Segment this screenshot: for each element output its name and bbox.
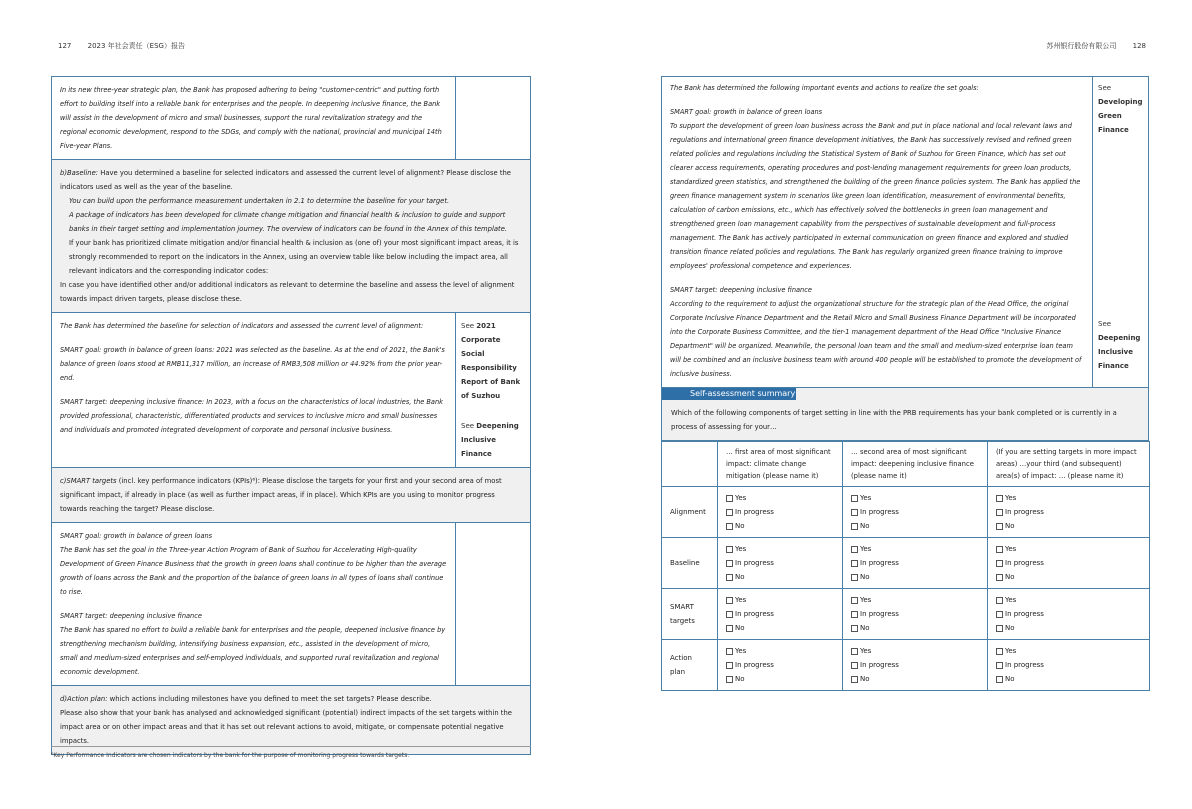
- self-assessment-question: Which of the following components of target setting in line with the PRB requirements has your bank completed or is currently in a process of assessing for your…: [671, 409, 1117, 431]
- option-in-progress[interactable]: In progress: [996, 556, 1141, 570]
- action-question-text: which actions including milestones have you defined to meet the set targets? Please describe.: [107, 695, 432, 703]
- smart-inclusive-text: The Bank has spared no effort to build a reliable bank for enterprises and the people, deepened inclusive finance by strengthening mechanism building, intensifying business expansion, etc., assisted in the development of micro, small and medium-sized enterprises and self-employed individuals, and supported rural revitalization and regional economic development.: [60, 626, 446, 676]
- sa-options: [718, 487, 843, 538]
- sa-options: [988, 640, 1150, 691]
- right-page-table: [661, 76, 1149, 691]
- action-inclusive-title: SMART target: deepening inclusive finance: [670, 286, 812, 294]
- option-yes[interactable]: Yes: [996, 593, 1141, 607]
- right-company-name: 苏州银行股份有限公司: [1046, 42, 1117, 50]
- action-green-text: To support the development of green loan business across the Bank and put in place national and local relevant laws and regulations and international green finance development initiatives, the Bank has successively revised and refined green related policies and regulations including the Statistical System of Bank of Suzhou for Green Finance, which has set out clearer access requirements, operating procedures and post-lending management requirements for green loan products, standardized green statistics, and strengthened the building of the green finance policies system. The Bank has applied the green finance management system in scenarios like green loan identification, measurement of environmental benefits, calculation of carbon emissions, etc., which has effectively solved the bottlenecks in green loan management and strengthened green loan management capability from the perspectives of sustainable development and full-process management. The Bank has actively participated in external communication on green finance and explored and studied transition finance related policies and regulations. The Bank has regularly organized green finance training to improve employees' professional competence and experiences.: [670, 122, 1081, 270]
- option-in-progress[interactable]: In progress: [851, 556, 979, 570]
- sa-options: [718, 538, 843, 589]
- option-in-progress[interactable]: In progress: [996, 607, 1141, 621]
- sa-row-smart-targets: [662, 589, 1150, 640]
- checkbox-icon: [996, 597, 1003, 604]
- checkbox-icon: [851, 648, 858, 655]
- option-no[interactable]: No: [851, 621, 979, 635]
- left-page-number: 127: [58, 42, 72, 50]
- checkbox-icon: [726, 648, 733, 655]
- checkbox-icon: [851, 662, 858, 669]
- smart-green-text: The Bank has set the goal in the Three-year Action Program of Bank of Suzhou for Accelerating High-quality Development of Green Finance Business that the growth in green loans shall continue to be higher than the average growth of loans across the Bank and the proportion of the balance of green loans in all types of loans shall continue to rise.: [60, 546, 447, 596]
- smart-inclusive-title: SMART target: deepening inclusive finance: [60, 612, 202, 620]
- left-report-title: 2023 年社会责任（ESG）报告: [87, 42, 185, 50]
- footnote: ⁶Key Performance Indicators are chosen indicators by the bank for the purpose of monitoring progress towards targets.: [51, 752, 410, 759]
- checkbox-icon: [726, 676, 733, 683]
- checkbox-icon: [726, 560, 733, 567]
- option-no[interactable]: No: [726, 519, 834, 533]
- option-yes[interactable]: Yes: [996, 644, 1141, 658]
- option-yes[interactable]: Yes: [851, 542, 979, 556]
- baseline-question: [52, 160, 530, 312]
- sa-row-label: Baseline: [662, 538, 718, 589]
- strategy-text: In its new three-year strategic plan, the Bank has proposed adhering to being "customer-centric" and putting forth effort to building itself into a reliable bank for enterprises and the people. In deepening inclusive finance, the Bank will assist in the development of micro and small businesses, support the rural revitalization strategy and the regional economic development, respond to the SDGs, and comply with the national, provincial and municipal 14th Five-year Plans.: [60, 86, 442, 150]
- checkbox-icon: [726, 546, 733, 553]
- option-no[interactable]: No: [996, 519, 1141, 533]
- left-page-header: [58, 41, 199, 51]
- action-answer: [662, 77, 1092, 387]
- checkbox-icon: [996, 546, 1003, 553]
- action-answer-row: [661, 76, 1149, 388]
- checkbox-icon: [726, 509, 733, 516]
- option-yes[interactable]: Yes: [996, 542, 1141, 556]
- action-intro: The Bank has determined the following important events and actions to realize the set goals:: [670, 84, 979, 92]
- checkbox-icon: [726, 523, 733, 530]
- sa-row-alignment: [662, 487, 1150, 538]
- smart-answer-row: [51, 523, 531, 686]
- option-no[interactable]: No: [726, 621, 834, 635]
- checkbox-icon: [726, 611, 733, 618]
- checkbox-icon: [996, 560, 1003, 567]
- baseline-answer-green: SMART goal: growth in balance of green loans: 2021 was selected as the baseline. As at the end of 2021, the Bank's balance of green loans stood at RMB11,317 million, an increase of RMB3,508 million or 44.92% from the prior year-end.: [60, 346, 445, 382]
- checkbox-icon: [996, 574, 1003, 581]
- checkbox-icon: [851, 546, 858, 553]
- checkbox-icon: [726, 574, 733, 581]
- baseline-answer-intro: The Bank has determined the baseline for selection of indicators and assessed the current level of alignment:: [60, 322, 424, 330]
- self-assessment-ribbon: Self-assessment summary: [662, 388, 796, 400]
- self-assessment-block: [661, 388, 1149, 441]
- checkbox-icon: [851, 597, 858, 604]
- option-no[interactable]: No: [851, 519, 979, 533]
- checkbox-icon: [851, 676, 858, 683]
- sa-options: [843, 640, 988, 691]
- checkbox-icon: [726, 662, 733, 669]
- smart-side-empty: [455, 523, 530, 685]
- sa-header-row: [662, 442, 1150, 487]
- sa-header-third: (If you are setting targets in more impact areas) …your third (and subsequent) area(s) of impact: … (please name it): [988, 442, 1150, 487]
- option-yes[interactable]: Yes: [851, 593, 979, 607]
- sa-row-action-plan: [662, 640, 1150, 691]
- option-no[interactable]: No: [851, 570, 979, 584]
- action-label: d)Action plan:: [60, 695, 108, 703]
- sa-options: [988, 589, 1150, 640]
- smart-question-text: (incl. key performance indicators (KPIs)⁶): Please disclose the targets for your first and your second area of most significant impact, if already in place (as well as further impact areas, if in place). Which KPIs are you using to monitor progress towards reaching the target? Please disclose.: [60, 477, 502, 513]
- option-in-progress[interactable]: In progress: [851, 607, 979, 621]
- smart-label: c)SMART targets: [60, 477, 117, 485]
- option-yes[interactable]: Yes: [726, 542, 834, 556]
- checkbox-icon: [851, 509, 858, 516]
- checkbox-icon: [851, 523, 858, 530]
- sa-header-second: … second area of most significant impact: deepening inclusive finance (please name it): [843, 442, 988, 487]
- checkbox-icon: [851, 495, 858, 502]
- checkbox-icon: [851, 560, 858, 567]
- sa-row-label: SMART targets: [662, 589, 718, 640]
- side-ref-green-finance[interactable]: See Developing Green Finance: [1098, 84, 1143, 134]
- sa-options: [988, 487, 1150, 538]
- action-question: [52, 686, 530, 754]
- sa-options: [718, 640, 843, 691]
- checkbox-icon: [996, 676, 1003, 683]
- smart-green-title: SMART goal: growth in balance of green loans: [60, 532, 213, 540]
- baseline-answer: [52, 313, 455, 467]
- action-side-refs: [1092, 77, 1148, 387]
- checkbox-icon: [726, 597, 733, 604]
- side-ref-csr-2021[interactable]: See 2021 Corporate Social Responsibility Report of Bank of Suzhou: [461, 322, 521, 400]
- baseline-bullet-2: A package of indicators has been developed for climate change mitigation and financial health & inclusion to guide and support banks in their target setting and implementation journey. The overview of indicators can be found in the Annex of this template.: [69, 211, 508, 233]
- sa-row-label: Action plan: [662, 640, 718, 691]
- checkbox-icon: [996, 648, 1003, 655]
- checkbox-icon: [996, 495, 1003, 502]
- option-in-progress[interactable]: In progress: [851, 658, 979, 672]
- checkbox-icon: [851, 625, 858, 632]
- checkbox-icon: [996, 662, 1003, 669]
- baseline-question-text: Have you determined a baseline for selected indicators and assessed the current level of alignment? Please disclose the indicators used as well as the year of the baseline.: [60, 169, 511, 191]
- sa-row-label: Alignment: [662, 487, 718, 538]
- checkbox-icon: [726, 625, 733, 632]
- smart-question: [52, 468, 530, 522]
- option-no[interactable]: No: [726, 570, 834, 584]
- right-page-header: [1032, 41, 1146, 51]
- checkbox-icon: [996, 611, 1003, 618]
- checkbox-icon: [996, 523, 1003, 530]
- checkbox-icon: [851, 574, 858, 581]
- checkbox-icon: [996, 509, 1003, 516]
- option-yes[interactable]: Yes: [726, 644, 834, 658]
- self-assessment-table: [661, 441, 1150, 691]
- option-no[interactable]: No: [851, 672, 979, 686]
- option-no[interactable]: No: [996, 570, 1141, 584]
- option-yes[interactable]: Yes: [726, 593, 834, 607]
- right-page-number: 128: [1132, 42, 1146, 50]
- action-question-row: [51, 686, 531, 755]
- left-page-table: [51, 76, 531, 755]
- smart-question-row: [51, 468, 531, 523]
- checkbox-icon: [996, 625, 1003, 632]
- baseline-answer-inclusive: SMART target: deepening inclusive finance: In 2023, with a focus on the characteristics of local industries, the Bank provided professional, characteristic, differentiated products and services to inclusive micro and small businesses and individuals and promoted integrated development of corporate and personal inclusive business.: [60, 398, 443, 434]
- baseline-bullet-3: If your bank has prioritized climate mitigation and/or financial health & inclusion as (one of) your most significant impact areas, it is strongly recommended to report on the indicators in the Annex, using an overview table like below including the impact area, all relevant indicators and the corresponding indicator codes:: [69, 239, 519, 275]
- checkbox-icon: [851, 611, 858, 618]
- sa-options: [988, 538, 1150, 589]
- side-ref-inclusive-finance-right[interactable]: See Deepening Inclusive Finance: [1098, 320, 1141, 370]
- smart-answer: [52, 523, 455, 685]
- strategy-side-empty: [455, 77, 530, 159]
- option-in-progress[interactable]: In progress: [726, 607, 834, 621]
- sa-options: [843, 538, 988, 589]
- option-in-progress[interactable]: In progress: [851, 505, 979, 519]
- option-in-progress[interactable]: In progress: [726, 658, 834, 672]
- baseline-answer-row: [51, 313, 531, 468]
- baseline-label: b)Baseline:: [60, 169, 99, 177]
- option-yes[interactable]: Yes: [726, 491, 834, 505]
- option-yes[interactable]: Yes: [851, 644, 979, 658]
- action-question-text-2: Please also show that your bank has analysed and acknowledged significant (potential) indirect impacts of the set targets within the impact area or on other impact areas and that it has set out relevant actions to avoid, mitigate, or compensate potential negative impacts.: [60, 709, 512, 745]
- option-yes[interactable]: Yes: [851, 491, 979, 505]
- baseline-bullet-1: You can build upon the performance measurement undertaken in 2.1 to determine the baseline for your target.: [69, 197, 450, 205]
- baseline-side-refs: [455, 313, 530, 467]
- baseline-bullet-4: In case you have identified other and/or additional indicators as relevant to determine the baseline and assess the level of alignment towards impact driven targets, please disclose these.: [60, 281, 515, 303]
- option-in-progress[interactable]: In progress: [996, 505, 1141, 519]
- option-in-progress[interactable]: In progress: [726, 505, 834, 519]
- option-in-progress[interactable]: In progress: [996, 658, 1141, 672]
- option-yes[interactable]: Yes: [996, 491, 1141, 505]
- sa-row-baseline: [662, 538, 1150, 589]
- action-inclusive-text: According to the requirement to adjust the organizational structure for the strategic plan of the Head Office, the original Corporate Inclusive Finance Department and the Retail Micro and Small Business Finance Department will be incorporated into the Corporate Business Committee, and the tier-1 management department of the Head Office "Inclusive Finance Department" will be organized. Meanwhile, the personal loan team and the small and medium-sized enterprise loan team will be combined and an inclusive business team with around 400 people will be established to promote the development of inclusive business.: [670, 300, 1082, 378]
- option-no[interactable]: No: [726, 672, 834, 686]
- checkbox-icon: [726, 495, 733, 502]
- footnote-divider: [51, 746, 531, 747]
- option-no[interactable]: No: [996, 672, 1141, 686]
- option-no[interactable]: No: [996, 621, 1141, 635]
- baseline-question-row: [51, 160, 531, 313]
- sa-header-first: … first area of most significant impact: climate change mitigation (please name it): [718, 442, 843, 487]
- option-in-progress[interactable]: In progress: [726, 556, 834, 570]
- strategy-row: [51, 76, 531, 160]
- action-green-title: SMART goal: growth in balance of green loans: [670, 108, 823, 116]
- sa-options: [843, 589, 988, 640]
- sa-options: [718, 589, 843, 640]
- sa-options: [843, 487, 988, 538]
- side-ref-inclusive-finance[interactable]: See Deepening Inclusive Finance: [461, 422, 519, 458]
